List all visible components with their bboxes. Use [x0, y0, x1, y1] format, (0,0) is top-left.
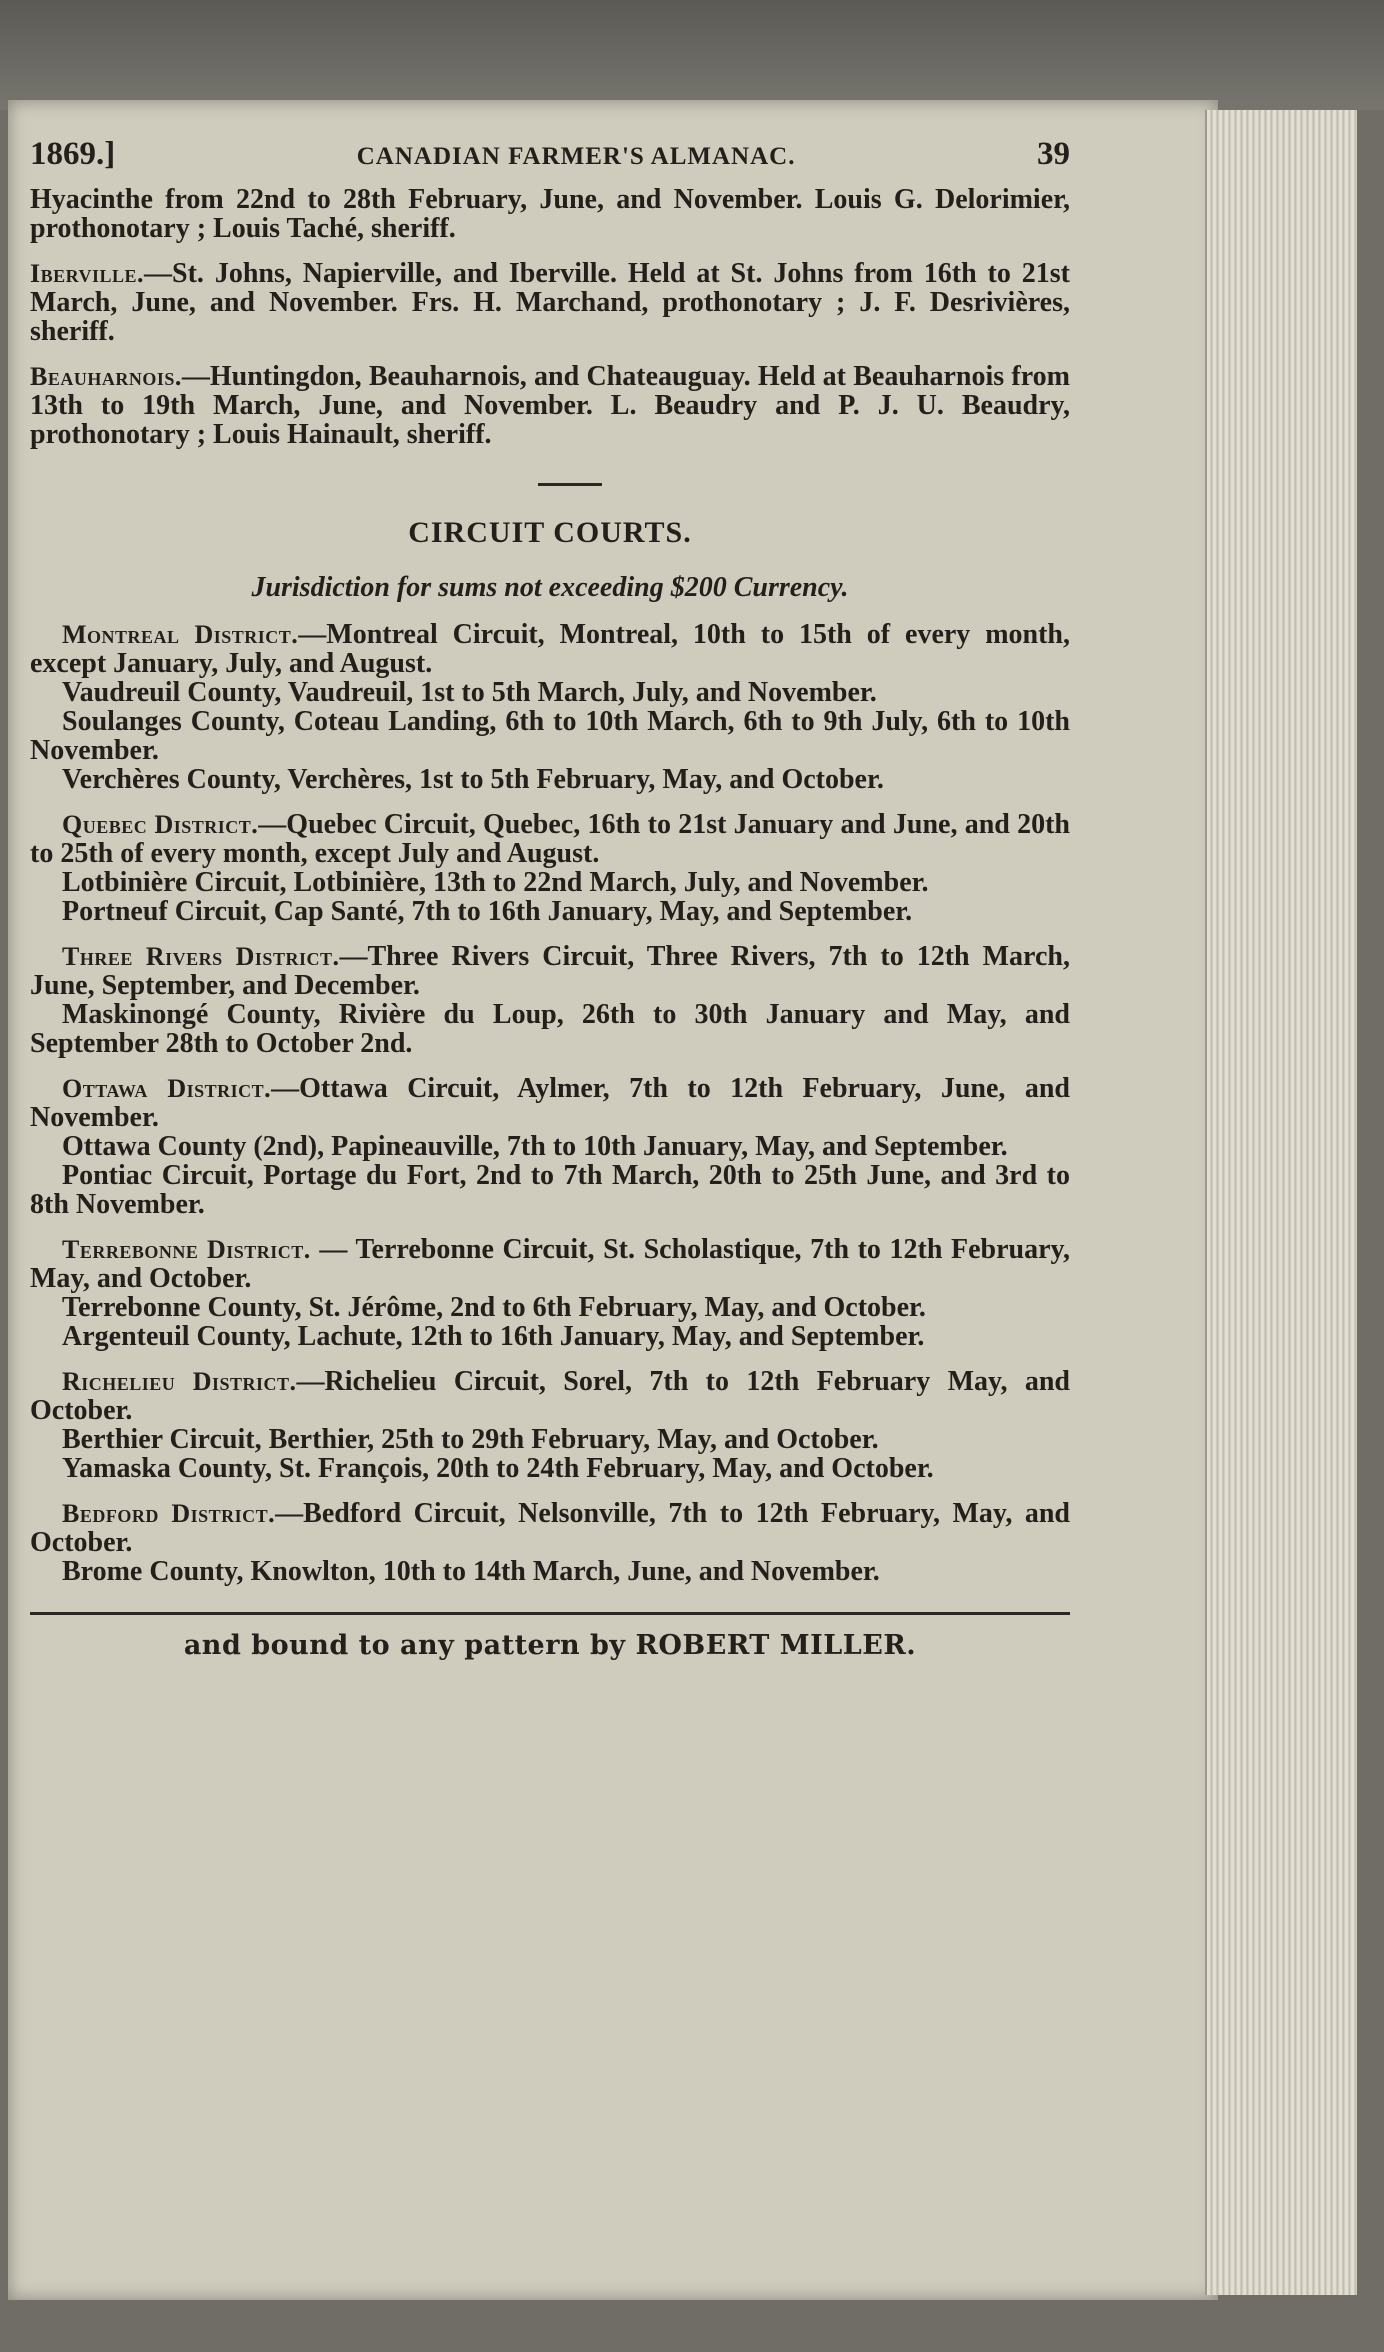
header-year: 1869.]	[30, 136, 116, 172]
circuit-entry: Yamaska County, St. François, 20th to 24th February, May, and October.	[62, 1453, 934, 1484]
circuit-entry: Lotbinière Circuit, Lotbinière, 13th to 22nd March, July, and November.	[62, 867, 929, 898]
district-block	[30, 1499, 1070, 1586]
district-text: —Montreal Circuit, Montreal, 10th to 15th of every month, except January, July, and August.	[30, 619, 1070, 679]
circuit-entry: Vaudreuil County, Vaudreuil, 1st to 5th March, July, and November.	[62, 677, 877, 708]
section-subheading: Jurisdiction for sums not exceeding $200 Currency.	[251, 572, 849, 603]
district-name: Montreal District.	[62, 620, 299, 649]
district-block	[30, 1367, 1070, 1483]
circuit-entry: Brome County, Knowlton, 10th to 14th March, June, and November.	[62, 1556, 880, 1587]
district-text: —Bedford Circuit, Nelsonville, 7th to 12th February, May, and October.	[30, 1498, 1070, 1558]
district-name: Richelieu District.	[62, 1367, 297, 1396]
district-name: Bedford District.	[62, 1499, 276, 1528]
entry-text: —Huntingdon, Beauharnois, and Chateauguay. Held at Beauharnois from 13th to 19th March, June, and November. L. Beaudry and P. J. U. Beaudry, prothonotary ; Louis Hainault, sheriff.	[30, 361, 1070, 450]
running-head	[30, 136, 1070, 172]
footer-rule	[30, 1612, 1070, 1615]
district-paragraph	[30, 1367, 1070, 1425]
districts-list	[30, 620, 1070, 1586]
section-heading: CIRCUIT COURTS.	[408, 516, 692, 549]
circuit-entry: Berthier Circuit, Berthier, 25th to 29th February, May, and October.	[62, 1424, 879, 1455]
entry-lead: Iberville.	[30, 259, 145, 288]
district-block	[30, 942, 1070, 1058]
intro-section	[30, 185, 1070, 449]
district-name: Ottawa District.	[62, 1074, 272, 1103]
circuit-entry: Pontiac Circuit, Portage du Fort, 2nd to 7th March, 20th to 25th June, and 3rd to 8th November.	[30, 1160, 1070, 1220]
page-edges	[1205, 110, 1357, 2295]
district-paragraph	[30, 1235, 1070, 1293]
section-divider	[538, 483, 602, 486]
district-block	[30, 810, 1070, 926]
circuit-entry: Ottawa County (2nd), Papineauville, 7th to 10th January, May, and September.	[62, 1131, 1008, 1162]
intro-paragraph	[30, 259, 1070, 346]
circuit-entry: Terrebonne County, St. Jérôme, 2nd to 6th February, May, and October.	[62, 1292, 926, 1323]
district-text: —Richelieu Circuit, Sorel, 7th to 12th February May, and October.	[30, 1366, 1070, 1426]
intro-paragraph	[30, 185, 1070, 243]
circuit-entry: Verchères County, Verchères, 1st to 5th February, May, and October.	[62, 764, 884, 795]
district-text: —Three Rivers Circuit, Three Rivers, 7th to 12th March, June, September, and December.	[30, 941, 1070, 1001]
entry-text: Hyacinthe from 22nd to 28th February, June, and November. Louis G. Delorimier, prothonotary ; Louis Taché, sheriff.	[30, 184, 1070, 244]
district-paragraph	[30, 942, 1070, 1000]
district-paragraph	[30, 1499, 1070, 1557]
circuit-entry: Maskinongé County, Rivière du Loup, 26th to 30th January and May, and September 28th to October 2nd.	[30, 999, 1070, 1059]
header-title: CANADIAN FARMER'S ALMANAC.	[356, 143, 796, 170]
district-text: —Ottawa Circuit, Aylmer, 7th to 12th February, June, and November.	[30, 1073, 1070, 1133]
district-paragraph	[30, 620, 1070, 678]
circuit-entry: Soulanges County, Coteau Landing, 6th to 10th March, 6th to 9th July, 6th to 10th November.	[30, 706, 1070, 766]
district-name: Three Rivers District.	[62, 942, 340, 971]
district-block	[30, 1235, 1070, 1351]
scan-backdrop	[0, 0, 1384, 110]
entry-lead: Beauharnois.	[30, 362, 182, 391]
district-text: —Quebec Circuit, Quebec, 16th to 21st January and June, and 20th to 25th of every month, except July and August.	[30, 809, 1070, 869]
district-paragraph	[30, 1074, 1070, 1132]
district-paragraph	[30, 810, 1070, 868]
page-number: 39	[1036, 136, 1070, 172]
circuit-entry: Portneuf Circuit, Cap Santé, 7th to 16th January, May, and September.	[62, 896, 913, 927]
district-name: Quebec District.	[62, 810, 259, 839]
district-name: Terrebonne District.	[62, 1235, 311, 1264]
circuit-entry: Argenteuil County, Lachute, 12th to 16th January, May, and September.	[62, 1321, 925, 1352]
district-block	[30, 1074, 1070, 1219]
page-content	[30, 136, 1070, 1661]
entry-text: —St. Johns, Napierville, and Iberville. Held at St. Johns from 16th to 21st March, June, and November. Frs. H. Marchand, prothonotary ; J. F. Desrivières, sheriff.	[30, 258, 1070, 347]
footer-advert: and bound to any pattern by ROBERT MILLER.	[183, 1630, 917, 1661]
district-text: — Terrebonne Circuit, St. Scholastique, 7th to 12th February, May, and October.	[30, 1234, 1070, 1294]
district-block	[30, 620, 1070, 794]
intro-paragraph	[30, 362, 1070, 449]
